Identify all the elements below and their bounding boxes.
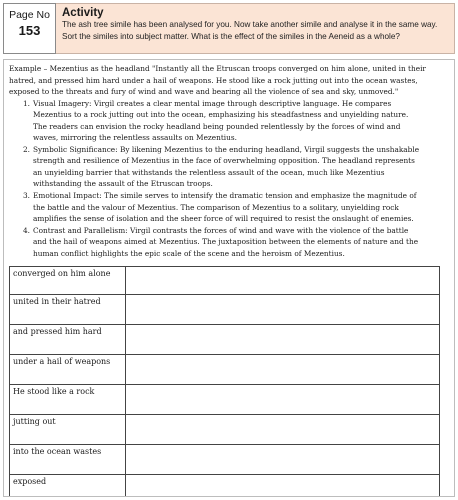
- activity-instruction-line: Sort the similes into subject matter. What is the effect of the similes in the Aeneid as a whole?: [62, 31, 400, 41]
- activity-instruction-line: The ash tree simile has been analysed for you. Now take another simile and analyse it in the same way.: [62, 20, 438, 29]
- point-line: Emotional Impact: The simile serves to intensify the dramatic tension and emphasize the magnitude of: [33, 191, 417, 201]
- page-number-box: [3, 3, 56, 54]
- phrase-cell: under a hail of weapons: [10, 355, 126, 385]
- point-line: the battle and the valour of Mezentius. The comparison of Mezentius to a solitary, unyielding rock: [33, 202, 399, 212]
- simile-analysis-table: [9, 266, 440, 497]
- table-row: [10, 445, 440, 475]
- point-number: 3.: [23, 191, 31, 201]
- analysis-cell[interactable]: [126, 325, 440, 355]
- point-line: Contrast and Parallelism: Virgil contrasts the forces of wind and wave with the violence of the battle: [33, 225, 409, 235]
- analysis-text: [4, 60, 454, 259]
- point-line: The readers can envision the rocky headland being pounded relentlessly by the forces of wind and: [33, 121, 401, 131]
- phrase-cell: jutting out: [10, 415, 126, 445]
- table-row: [10, 475, 440, 498]
- phrase-cell: He stood like a rock: [10, 385, 126, 415]
- analysis-panel: [3, 59, 455, 497]
- phrase-cell: converged on him alone: [10, 267, 126, 295]
- point-line: human conflict highlights the epic scale of the scene and the heroism of Mezentius.: [33, 248, 345, 258]
- example-intro-line: hatred, and pressed him hard under a hail of weapons. He stood like a rock jutting out into the ocean wastes,: [9, 75, 418, 85]
- analysis-point: [9, 144, 449, 190]
- example-intro-line: exposed to the threats and fury of wind and wave and bearing all the violence of sea and sky, unmoved.": [9, 87, 399, 97]
- point-number: 2.: [23, 144, 31, 154]
- analysis-cell[interactable]: [126, 355, 440, 385]
- point-line: waves, mirroring the relentless assaults on Mezentius.: [33, 133, 237, 143]
- analysis-cell[interactable]: [126, 267, 440, 295]
- point-line: withstanding the assault of the Etruscan troops.: [33, 179, 213, 189]
- analysis-cell[interactable]: [126, 475, 440, 498]
- point-line: an unyielding barrier that withstands the relentless assault of the ocean, much like Mezentius: [33, 167, 385, 177]
- table-row: [10, 325, 440, 355]
- point-line: Visual Imagery: Virgil creates a clear mental image through descriptive language. He compares: [33, 98, 392, 108]
- phrase-cell: exposed: [10, 475, 126, 498]
- phrase-cell: united in their hatred: [10, 295, 126, 325]
- phrase-cell: and pressed him hard: [10, 325, 126, 355]
- page-number-label: Page No: [9, 9, 50, 21]
- example-intro-line: Example – Mezentius as the headland "Instantly all the Etruscan troops converged on him alone, united in their: [9, 64, 426, 73]
- table-row: [10, 267, 440, 295]
- point-line: Symbolic Significance: By likening Mezentius to the enduring headland, Virgil suggests the unshakable: [33, 144, 420, 154]
- analysis-cell[interactable]: [126, 295, 440, 325]
- analysis-cell[interactable]: [126, 385, 440, 415]
- table-row: [10, 415, 440, 445]
- table-row: [10, 295, 440, 325]
- analysis-points-list: [9, 98, 449, 260]
- point-line: strength and resilience of Mezentius in the face of overwhelming opposition. The headland represents: [33, 156, 415, 166]
- point-line: and the hail of weapons aimed at Mezentius. The juxtaposition between the elements of nature and the: [33, 237, 419, 247]
- activity-box: [56, 3, 455, 54]
- point-number: 1.: [23, 98, 31, 108]
- analysis-cell[interactable]: [126, 445, 440, 475]
- point-line: Mezentius to a rock jutting out into the ocean, emphasizing his steadfastness and unyielding nature.: [33, 110, 409, 120]
- table-row: [10, 385, 440, 415]
- analysis-cell[interactable]: [126, 415, 440, 445]
- table-row: [10, 355, 440, 385]
- analysis-point: [9, 190, 449, 225]
- point-line: amplifies the sense of isolation and the sheer force of will required to resist the onslaught of enemies.: [33, 214, 414, 224]
- worksheet-header: [3, 3, 455, 54]
- phrase-cell: into the ocean wastes: [10, 445, 126, 475]
- point-number: 4.: [23, 225, 31, 235]
- activity-title: Activity: [62, 7, 104, 19]
- analysis-point: [9, 225, 449, 260]
- analysis-point: [9, 98, 449, 144]
- page-number: 153: [18, 23, 41, 38]
